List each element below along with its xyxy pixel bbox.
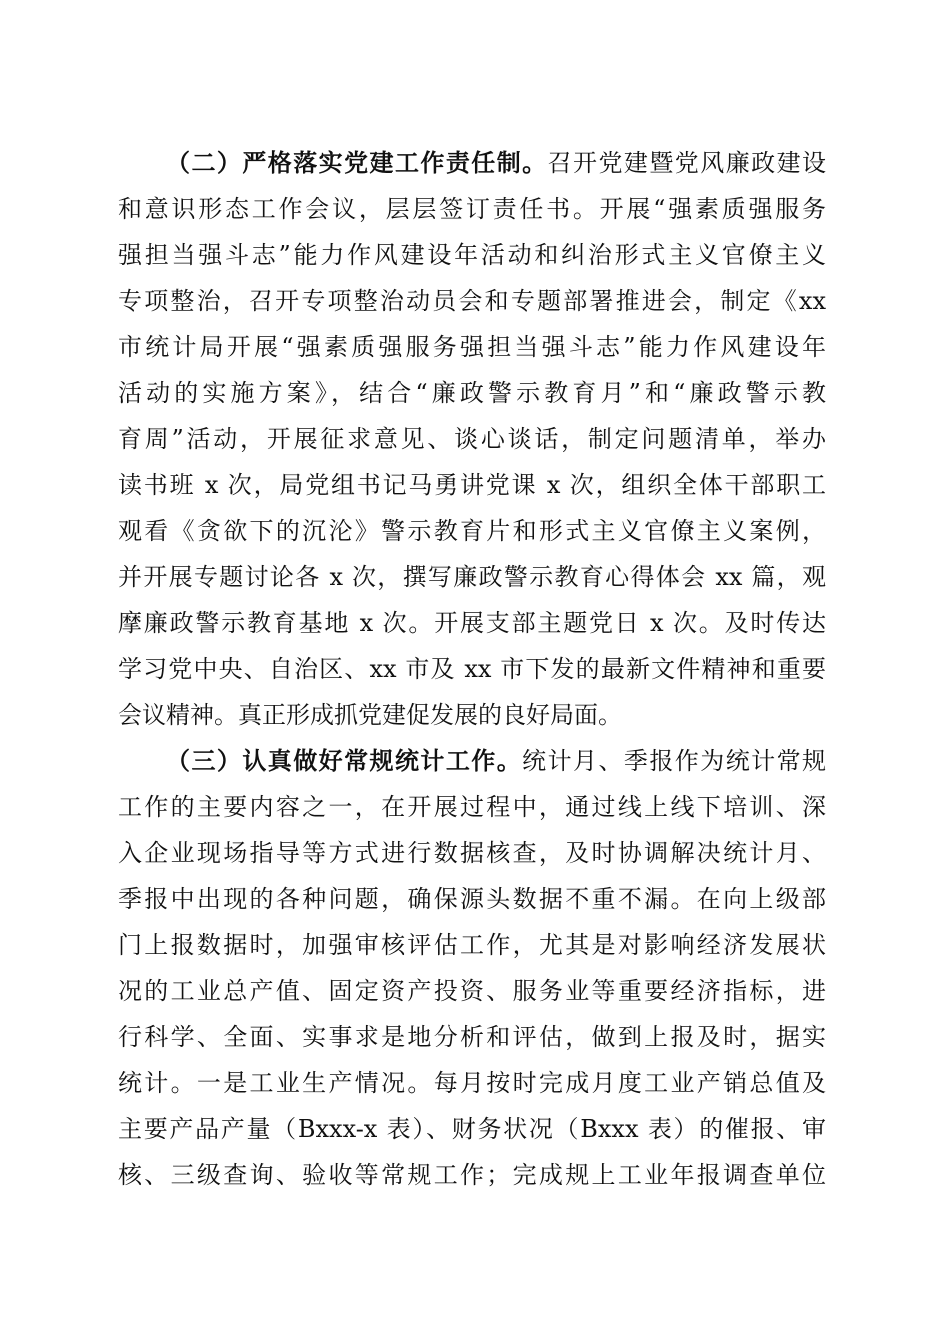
section-3-line: 季报中出现的各种问题，确保源头数据不重不漏。在向上级部	[118, 885, 826, 913]
section-2-line: 观看《贪欲下的沉沦》警示教育片和形式主义官僚主义案例，	[118, 517, 826, 545]
section-3-line: 门上报数据时，加强审核评估工作，尤其是对影响经济发展状	[118, 931, 826, 959]
section-2-first-line-text: 召开党建暨党风廉政建设	[547, 149, 827, 177]
document-body	[118, 140, 826, 1198]
section-3-first-line	[118, 738, 826, 784]
section-2-first-line	[118, 140, 826, 186]
section-3-line: 入企业现场指导等方式进行数据核查，及时协调解决统计月、	[118, 839, 826, 867]
section-2-line: 活动的实施方案》，结合“廉政警示教育月”和“廉政警示教	[118, 379, 826, 407]
section-2-line: 读书班 x 次，局党组书记马勇讲党课 x 次，组织全体干部职工	[118, 471, 826, 499]
section-3-heading: （三）认真做好常规统计工作。	[166, 746, 523, 775]
section-3-line: 工作的主要内容之一，在开展过程中，通过线上线下培训、深	[118, 793, 826, 821]
section-2-line: 专项整治，召开专项整治动员会和专题部署推进会，制定《xx	[118, 287, 826, 315]
section-3-line: 行科学、全面、实事求是地分析和评估，做到上报及时，据实	[118, 1023, 826, 1051]
section-3-line: 统计。一是工业生产情况。每月按时完成月度工业产销总值及	[118, 1069, 826, 1097]
section-3-line: 核、三级查询、验收等常规工作；完成规上工业年报调查单位	[118, 1161, 826, 1189]
section-2-line: 学习党中央、自治区、xx 市及 xx 市下发的最新文件精神和重要	[118, 655, 826, 683]
section-3-line: 主要产品产量（Bxxx-x 表）、财务状况（Bxxx 表）的催报、审	[118, 1115, 826, 1143]
section-2-line: 育周”活动，开展征求意见、谈心谈话，制定问题清单，举办	[118, 425, 826, 453]
section-2-line: 摩廉政警示教育基地 x 次。开展支部主题党日 x 次。及时传达	[118, 609, 826, 637]
section-2-line: 市统计局开展“强素质强服务强担当强斗志”能力作风建设年	[118, 333, 826, 361]
section-2-last-line: 会议精神。真正形成抓党建促发展的良好局面。	[118, 701, 622, 729]
section-2-heading: （二）严格落实党建工作责任制。	[166, 148, 548, 177]
section-3-first-line-text: 统计月、季报作为统计常规	[522, 747, 827, 775]
section-2-line: 并开展专题讨论各 x 次，撰写廉政警示教育心得体会 xx 篇，观	[118, 563, 826, 591]
section-2-line: 和意识形态工作会议，层层签订责任书。开展“强素质强服务	[118, 195, 826, 223]
section-3-line: 况的工业总产值、固定资产投资、服务业等重要经济指标，进	[118, 977, 826, 1005]
section-2-line: 强担当强斗志”能力作风建设年活动和纠治形式主义官僚主义	[118, 241, 826, 269]
